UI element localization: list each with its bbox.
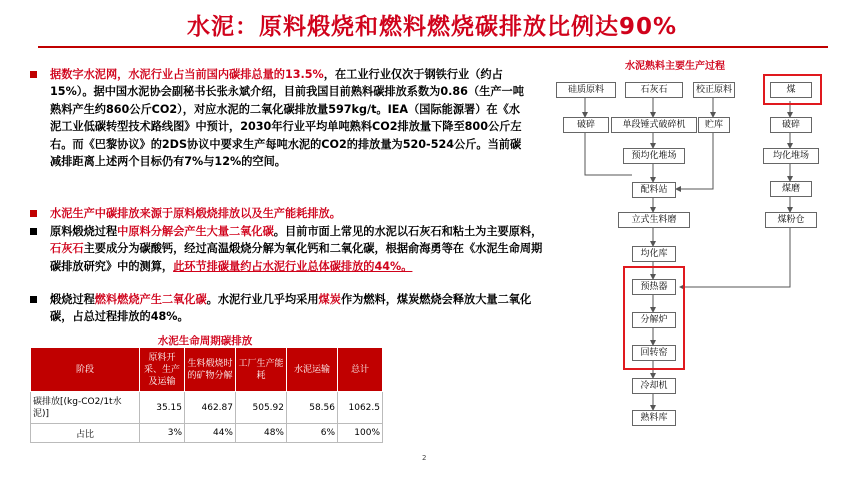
flow-node-limestone: 石灰石: [625, 82, 683, 98]
flow-node-clinker-silo: 熟料库: [632, 410, 676, 426]
table-cell: 44%: [185, 424, 236, 443]
flow-node-homogenization-silo: 均化库: [632, 246, 676, 262]
flow-node-hammer-crusher: 单段锤式破碎机: [611, 117, 697, 133]
p3-part-a: 原料煅烧过程: [50, 225, 118, 238]
flow-node-coal-mill: 煤磨: [770, 181, 812, 197]
table-cell: 505.92: [236, 392, 287, 424]
table-cell: 58.56: [287, 392, 338, 424]
p1-highlight: 据数字水泥网，水泥行业占当前国内碳排总量的13.5%: [50, 68, 324, 81]
page-title: 水泥：原料煅烧和燃料燃烧碳排放比例达90%: [186, 14, 678, 40]
page-number: 2: [422, 454, 427, 462]
flow-node-coal: 煤: [770, 82, 812, 98]
table-cell: 462.87: [185, 392, 236, 424]
p4-part-e: 作为燃料，煤炭燃烧会释放大量二氧化碳，占总过程排放的48%。: [50, 293, 532, 324]
p3-part-b: 中原料分解会产生大量二氧化碳: [117, 225, 274, 238]
flow-node-rotary-kiln: 回转窑: [632, 345, 676, 361]
p2-highlight: 水泥生产中碳排放来源于原料煅烧排放以及生产能耗排放。: [50, 207, 341, 220]
table-cell: 1062.5: [338, 392, 383, 424]
p4-part-a: 煅烧过程: [50, 293, 95, 306]
flow-node-crush-clay: 破碎: [563, 117, 609, 133]
table-header-cell: 工厂生产能耗: [236, 348, 287, 392]
table-header-cell: 水泥运输: [287, 348, 338, 392]
table-cell: 35.15: [140, 392, 185, 424]
flow-node-storage: 贮库: [698, 117, 730, 133]
p3-part-e: 主要成分为碳酸钙，经过高温煅烧分解为氧化钙和二氧化碳，根据俞海勇等在《水泥生命周期碳排放研究》中的测算，: [50, 242, 543, 273]
arrow: [680, 228, 790, 287]
table-cell: 占比: [31, 424, 140, 443]
table-header-cell: 原料开采、生产及运输: [140, 348, 185, 392]
table-header-cell: 总计: [338, 348, 383, 392]
flow-node-crush-coal: 破碎: [770, 117, 812, 133]
p4-part-b: 燃料燃烧产生二氧化碳: [94, 293, 207, 306]
flow-node-batching-station: 配料站: [632, 182, 676, 198]
table-caption: 水泥生命周期碳排放: [157, 335, 253, 347]
highlight-coal: [763, 74, 822, 105]
p3-part-f: 此环节排碳量约占水泥行业总体碳排放的44%。: [173, 259, 413, 273]
flow-caption: 水泥熟料主要生产过程: [625, 61, 725, 72]
table-cell: 6%: [287, 424, 338, 443]
p1-body: ，在工业行业仅次于钢铁行业（约占15%）。据中国水泥协会副秘书长张永斌介绍，目前我国目前熟料碳排放系数为0.86（生产一吨熟料产生约860公斤CO2），对应水泥的二氧化碳排放量597kg/t。IEA（国际能源署）在《水泥工业低碳转型技术路线图》中预计，2030年行业平均单吨熟料CO2排放量下降至800公斤左右。而《巴黎协议》的2DS协议中要求生产每吨水泥的CO2的排放量为520-524公斤。当前碳减排距离上述两个目标仍有7%与12%的空间。: [50, 68, 524, 169]
table-cell: 48%: [236, 424, 287, 443]
p4-part-c: 。水泥行业几乎均采用: [206, 293, 319, 306]
flow-node-calciner: 分解炉: [632, 312, 676, 328]
flow-node-vertical-raw-mill: 立式生料磨: [618, 212, 690, 228]
table-header-cell: 阶段: [31, 348, 140, 392]
flow-node-clay: 硅质原料: [556, 82, 616, 98]
flow-node-prehomogenization-yard: 预均化堆场: [623, 148, 685, 164]
p3-part-d: 石灰石: [50, 242, 84, 256]
flow-node-preheater: 预热器: [632, 279, 676, 295]
flow-node-cooler: 冷却机: [632, 378, 676, 394]
flow-node-coal-homogenization-yard: 均化堆场: [763, 148, 819, 164]
p3-part-c: 。目前市面上常见的水泥以石灰石和粘土为主要原料，: [273, 225, 543, 238]
flow-node-corrective: 校正原料: [693, 82, 735, 98]
table-cell: 100%: [338, 424, 383, 443]
table-header-cell: 生料煅烧时的矿物分解: [185, 348, 236, 392]
p4-part-d: 煤炭: [318, 293, 341, 306]
table-cell: 碳排放[(kg-CO2/1t水泥)]: [31, 392, 140, 424]
table-cell: 3%: [140, 424, 185, 443]
highlight-kiln-group: [623, 266, 685, 370]
flow-node-coal-powder-bin: 煤粉仓: [765, 212, 817, 228]
